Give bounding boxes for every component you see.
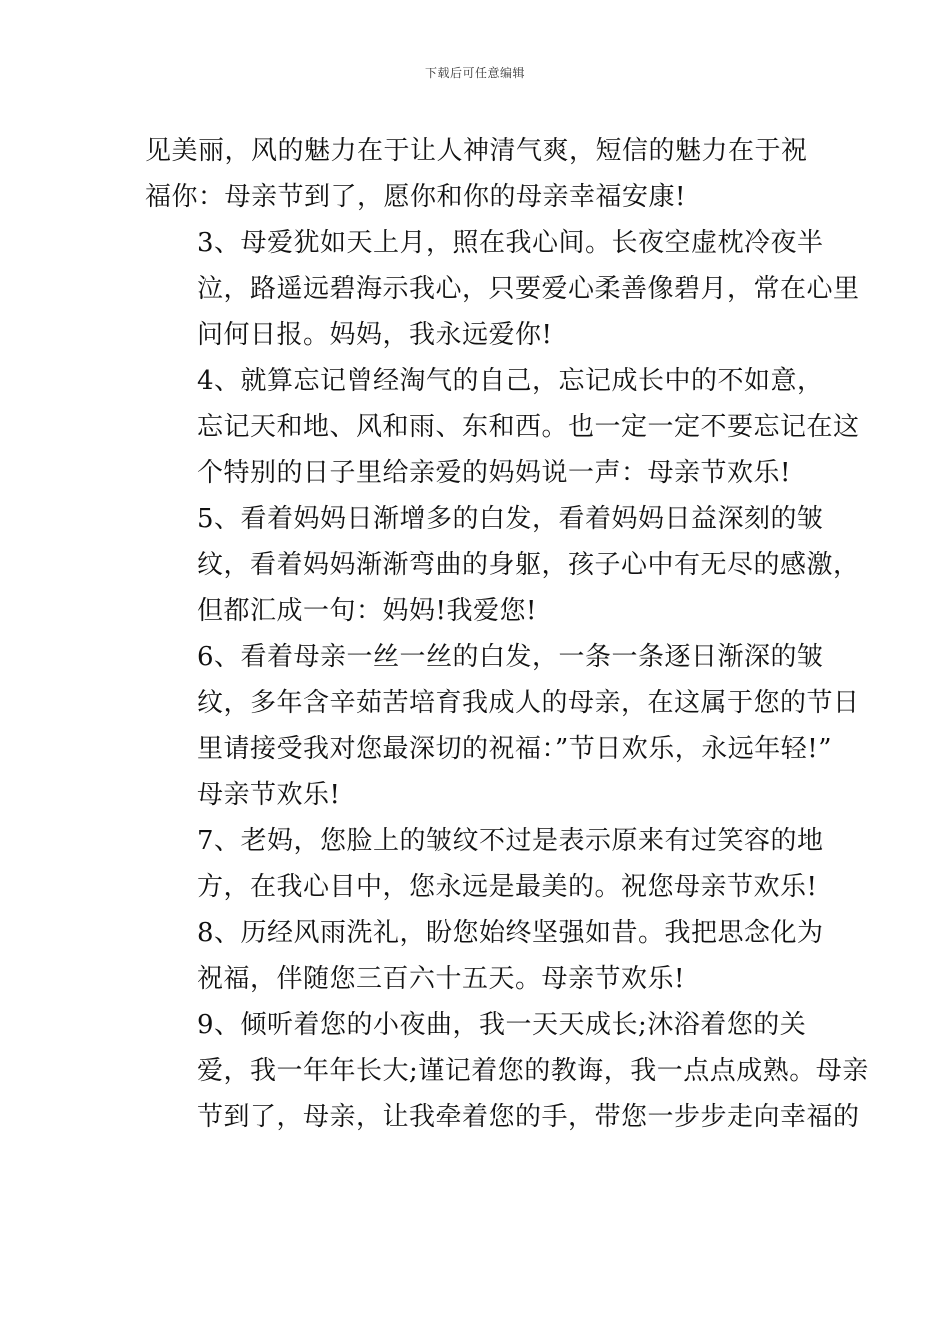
text-line: 里请接受我对您最深切的祝福：”节日欢乐，永远年轻!” <box>197 734 833 764</box>
text-line: 泣，路遥远碧海示我心，只要爱心柔善像碧月，常在心里 <box>197 274 860 304</box>
paragraph-7 <box>145 818 824 910</box>
document-body <box>145 128 869 1140</box>
paragraph-6 <box>145 634 860 818</box>
text-line: 纹，多年含辛茹苦培育我成人的母亲，在这属于您的节日 <box>197 688 860 718</box>
text-line: 7、老妈，您脸上的皱纹不过是表示原来有过笑容的地 <box>197 826 824 856</box>
text-line: 忘记天和地、风和雨、东和西。也一定一定不要忘记在这 <box>197 412 860 442</box>
paragraph-9 <box>145 1002 869 1140</box>
text-line: 纹，看着妈妈渐渐弯曲的身躯，孩子心中有无尽的感激， <box>197 550 860 580</box>
text-line: 问何日报。妈妈，我永远爱你! <box>197 320 553 350</box>
text-line: 福你：母亲节到了，愿你和你的母亲幸福安康! <box>145 182 686 212</box>
text-line: 爱，我一年年长大;谨记着您的教诲，我一点点成熟。母亲 <box>197 1056 869 1086</box>
text-line: 3、母爱犹如天上月，照在我心间。长夜空虚枕冷夜半 <box>197 228 824 258</box>
text-line: 5、看着妈妈日渐增多的白发，看着妈妈日益深刻的皱 <box>197 504 824 534</box>
text-line: 见美丽，风的魅力在于让人神清气爽，短信的魅力在于祝 <box>145 136 808 166</box>
paragraph-8 <box>145 910 824 1002</box>
paragraph-3 <box>145 220 860 358</box>
text-line: 节到了，母亲，让我牵着您的手，带您一步步走向幸福的 <box>197 1102 860 1132</box>
text-line: 8、历经风雨洗礼，盼您始终坚强如昔。我把思念化为 <box>197 918 824 948</box>
paragraph-continuation <box>145 128 810 220</box>
text-line: 6、看着母亲一丝一丝的白发，一条一条逐日渐深的皱 <box>197 642 824 672</box>
paragraph-4 <box>145 358 860 496</box>
text-line: 个特别的日子里给亲爱的妈妈说一声：母亲节欢乐! <box>197 458 791 488</box>
page-header: 下载后可任意编辑 <box>424 66 525 80</box>
text-line: 但都汇成一句：妈妈!我爱您! <box>197 596 537 626</box>
text-line: 祝福，伴随您三百六十五天。母亲节欢乐! <box>197 964 685 994</box>
text-line: 9、倾听着您的小夜曲，我一天天成长;沐浴着您的关 <box>197 1010 807 1040</box>
text-line: 4、就算忘记曾经淘气的自己，忘记成长中的不如意， <box>197 366 824 396</box>
text-line: 方，在我心目中，您永远是最美的。祝您母亲节欢乐! <box>197 872 818 902</box>
paragraph-5 <box>145 496 860 634</box>
text-line: 母亲节欢乐! <box>197 780 341 810</box>
